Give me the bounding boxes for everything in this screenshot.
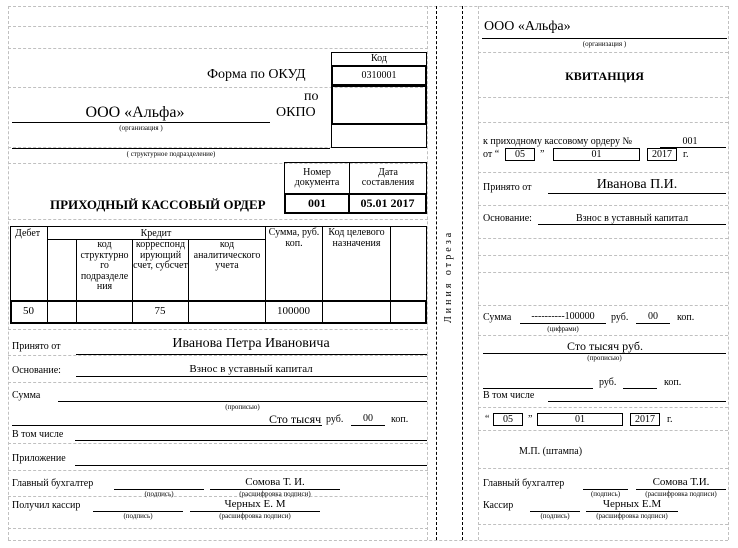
document-title: ПРИХОДНЫЙ КАССОВЫЙ ОРДЕР <box>50 197 266 212</box>
receipt-rub-label: руб. <box>611 312 629 323</box>
basis-label: Основание: <box>12 365 61 376</box>
doc-number: 001 <box>308 196 326 211</box>
sum-underline <box>58 401 427 402</box>
receipt-kop-label-2: коп. <box>664 377 682 388</box>
cut-line <box>436 6 466 540</box>
receipt-cashier-decoding-caption: (расшифровка подписи) <box>596 512 668 520</box>
subdivision-code-box <box>331 124 427 148</box>
receipt-from-label: от “ <box>483 149 500 160</box>
receipt-quote-close-2: ” <box>528 414 533 425</box>
receipt-kop-label: коп. <box>677 312 695 323</box>
doc-date-header: Дата составления <box>361 166 415 188</box>
okpo-code-box <box>331 85 427 125</box>
receipt-kop-value: 00 <box>648 311 658 322</box>
sum-label: Сумма <box>12 390 41 401</box>
chief-accountant-decoding-caption: (расшифровка подписи) <box>239 490 311 498</box>
receipt-words-caption: (прописью) <box>587 354 622 362</box>
receipt-cashier-sign-caption: (подпись) <box>540 512 570 520</box>
cashier-name: Черных Е. М <box>224 498 286 510</box>
receipt-order-number: 001 <box>682 136 698 147</box>
receipt-digits-caption: (цифрами) <box>547 325 579 333</box>
receipt-sum-digits: ----------100000 <box>531 311 595 322</box>
okud-label: Форма по ОКУД <box>207 67 306 82</box>
sum-words: Сто тысяч <box>269 412 322 426</box>
sub-subdivision-header: код структурно го подразделе ния <box>80 239 129 292</box>
sum-header: Сумма, руб. коп. <box>268 227 320 249</box>
rub-label: руб. <box>326 414 344 425</box>
chief-accountant-sign-caption: (подпись) <box>144 490 174 498</box>
debit-value: 50 <box>23 305 34 318</box>
receipt-year: 2017 <box>652 149 672 160</box>
doc-number-header: Номер документа <box>294 166 340 188</box>
attachment-underline <box>75 465 427 466</box>
receipt-basis-line <box>538 224 726 225</box>
receipt-kop-line-2 <box>623 388 657 389</box>
chief-accountant-label: Главный бухгалтер <box>12 478 94 489</box>
basis-underline <box>76 376 427 377</box>
receipt-sum-label: Сумма <box>483 312 512 323</box>
chief-accountant-name: Сомова Т. И. <box>245 476 305 488</box>
receipt-day: 05 <box>515 149 525 160</box>
receipt-cashier-name: Черных Е.М <box>602 498 662 510</box>
attachment-label: Приложение <box>12 453 66 464</box>
receipt-basis: Взнос в уставный капитал <box>575 213 689 224</box>
okpo-label-1: по <box>304 89 319 104</box>
receipt-organization: ООО «Альфа» <box>484 19 571 34</box>
receipt-organization-caption: (организация ) <box>582 40 627 48</box>
receipt-title: КВИТАНЦИЯ <box>565 69 644 83</box>
credit-header: Кредит <box>140 228 172 239</box>
receipt-chief-decoding-caption: (расшифровка подписи) <box>645 490 717 498</box>
sub-analytic-header: код аналитического учета <box>193 239 261 271</box>
sum-value: 100000 <box>277 305 310 318</box>
received-from-value: Иванова Петра Ивановича <box>172 336 330 351</box>
code-header: Код <box>371 53 387 64</box>
sum-words-underline-a <box>12 425 322 426</box>
basis-value: Взнос в уставный капитал <box>189 363 313 375</box>
cut-line-right <box>462 6 463 540</box>
subdivision-underline <box>12 148 330 149</box>
sum-words-caption: (прописью) <box>225 403 260 411</box>
purpose-header: Код целевого назначения <box>328 227 385 249</box>
corr-account-value: 75 <box>154 305 166 318</box>
receipt-kop-line <box>636 323 670 324</box>
receipt-year-suffix: г. <box>683 149 689 160</box>
receipt-sum-words-line-2 <box>483 388 593 389</box>
receipt-quote-open: “ <box>485 414 490 425</box>
receipt-year-suffix-2: г. <box>667 414 673 425</box>
receipt-received-from: Иванова П.И. <box>596 177 678 192</box>
received-from-underline <box>76 354 427 355</box>
receipt-chief-accountant-label: Главный бухгалтер <box>483 478 565 489</box>
received-from-label: Принято от <box>12 341 61 352</box>
receipt-month: 01 <box>591 149 602 160</box>
receipt-to-order-label: к приходному кассовому ордеру № <box>483 136 633 147</box>
receipt-sum-words: Сто тысяч руб. <box>567 339 643 353</box>
receipt-day-2: 05 <box>503 414 513 425</box>
debit-header: Дебет <box>15 228 41 239</box>
receipt-received-from-line <box>548 193 726 194</box>
doc-date: 05.01 2017 <box>360 196 415 211</box>
organization-name: ООО «Альфа» <box>85 104 185 121</box>
receipt-quote-close: ” <box>540 149 545 160</box>
cashier-label: Получил кассир <box>12 500 81 511</box>
receipt-cashier-label: Кассир <box>483 500 514 511</box>
subdivision-caption: ( структурное подразделение) <box>126 150 216 158</box>
organization-caption: (организация ) <box>119 124 163 132</box>
receipt-rub-label-2: руб. <box>599 377 617 388</box>
receipt-month-2: 01 <box>575 414 585 425</box>
cut-line-label: Линия отреза <box>443 229 454 323</box>
sub-corr-account-header: корреспонд ирующий счет, субсчет <box>133 239 188 271</box>
receipt-year-2: 2017 <box>635 414 655 425</box>
kop-label: коп. <box>391 414 409 425</box>
cashier-decoding-caption: (расшифровка подписи) <box>219 512 291 520</box>
kop-underline <box>351 425 385 426</box>
okpo-label-2: ОКПО <box>276 105 316 120</box>
receipt-organization-underline <box>482 38 727 39</box>
receipt-basis-label: Основание: <box>483 213 532 224</box>
receipt-including-line <box>548 401 726 402</box>
cashier-sign-caption: (подпись) <box>123 512 153 520</box>
receipt-sum-digits-line <box>520 323 606 324</box>
kop-value: 00 <box>363 413 373 424</box>
organization-underline <box>12 122 270 123</box>
receipt-stamp-label: М.П. (штампа) <box>519 446 583 457</box>
receipt-chief-accountant-name: Сомова Т.И. <box>652 476 710 488</box>
receipt-including-label: В том числе <box>483 390 535 401</box>
okud-code: 0310001 <box>361 70 397 81</box>
receipt-chief-sign-caption: (подпись) <box>590 490 621 498</box>
including-label: В том числе <box>12 429 64 440</box>
including-underline <box>75 440 427 441</box>
cut-line-left <box>436 6 437 540</box>
receipt-received-from-label: Принято от <box>483 182 532 193</box>
